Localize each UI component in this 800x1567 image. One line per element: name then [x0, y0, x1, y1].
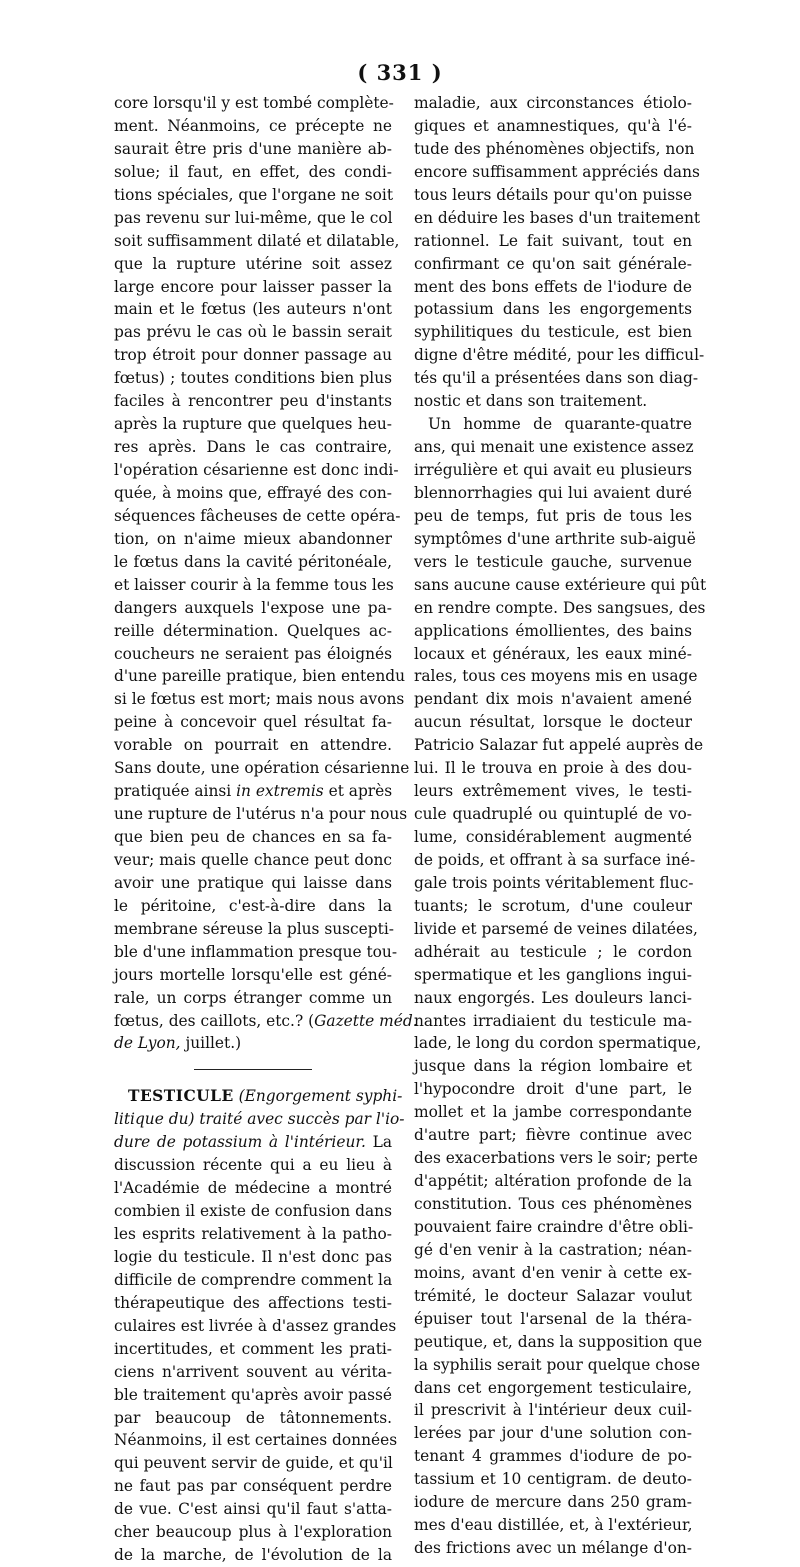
- text-line: reille détermination. Quelques ac-: [114, 621, 392, 640]
- citation-line: de Lyon, juillet.): [114, 1034, 242, 1053]
- text-line: dans cet engorgement testiculaire,: [414, 1378, 692, 1397]
- text-line: peine à concevoir quel résultat fa-: [114, 713, 392, 732]
- text-line: Sans doute, une opération césarienne: [114, 759, 410, 778]
- text-line: difficile de comprendre comment la: [114, 1270, 393, 1289]
- text-line: Un homme de quarante-quatre: [428, 415, 692, 434]
- text-line: il prescrivit à l'intérieur deux cuil-: [414, 1401, 692, 1420]
- text-line: adhérait au testicule ; le cordon: [414, 942, 692, 961]
- text-line: une rupture de l'utérus n'a pour nous: [114, 805, 408, 824]
- text-line: giques et anamnestiques, qu'à l'é-: [414, 116, 692, 135]
- text-line: incertitudes, et comment les prati-: [114, 1339, 392, 1358]
- text-line: combien il existe de confusion dans: [114, 1202, 392, 1221]
- text-line: les esprits relativement à la patho-: [114, 1225, 392, 1243]
- text-line: lume, considérablement augmenté: [414, 828, 692, 846]
- text-line: d'autre part; fièvre continue avec: [414, 1126, 692, 1145]
- text-line: dangers auxquels l'expose une pa-: [114, 598, 392, 617]
- text-line: locaux et généraux, les eaux miné-: [414, 644, 692, 663]
- text-line: des frictions avec un mélange d'on-: [414, 1539, 692, 1558]
- text-line: symptômes d'une arthrite sub-aiguë: [414, 529, 696, 548]
- text-line: fœtus, des caillots, etc.? (Gazette méd.: [114, 1011, 418, 1030]
- text-line: lade, le long du cordon spermatique,: [414, 1034, 702, 1053]
- text-line: séquences fâcheuses de cette opéra-: [114, 506, 401, 525]
- text-line: pas revenu sur lui-même, que le col: [114, 208, 393, 227]
- text-line: peu de temps, fut pris de tous les: [414, 506, 692, 525]
- text-line: core lorsqu'il y est tombé complète-: [114, 94, 394, 112]
- text-line: tuants; le scrotum, d'une couleur: [414, 896, 692, 915]
- text-line: avoir une pratique qui laisse dans: [114, 873, 392, 892]
- text-line: trémité, le docteur Salazar voulut: [414, 1286, 692, 1305]
- text-line: irrégulière et qui avait eu plusieurs: [414, 461, 692, 479]
- text-line: thérapeutique des affections testi-: [114, 1293, 392, 1312]
- text-line: le péritoine, c'est-à-dire dans la: [114, 896, 392, 915]
- text-line: tés qu'il a présentées dans son diag-: [414, 369, 699, 388]
- text-line: membrane séreuse la plus suscepti-: [114, 919, 394, 938]
- text-line: vers le testicule gauche, survenue: [414, 552, 692, 571]
- text-line: pouvaient faire craindre d'être obli-: [414, 1217, 694, 1236]
- text-line: de la marche, de l'évolution de la: [114, 1546, 392, 1565]
- text-line: rale, un corps étranger comme un: [114, 988, 392, 1007]
- text-line: pendant dix mois n'avaient amené: [414, 690, 692, 709]
- text-line: quée, à moins que, effrayé des con-: [114, 483, 392, 502]
- text-line: mes d'eau distillée, et, à l'extérieur,: [414, 1516, 693, 1535]
- text-line: tous leurs détails pour qu'on puisse: [414, 185, 693, 204]
- paragraph-case-report: [414, 413, 707, 1560]
- text-line: des exacerbations vers le soir; perte: [414, 1149, 698, 1168]
- text-line: nantes irradiaient du testicule ma-: [414, 1011, 692, 1030]
- text-line: tude des phénomènes objectifs, non: [414, 139, 695, 158]
- text-line: constitution. Tous ces phénomènes: [414, 1195, 692, 1213]
- text-line: iodure de mercure dans 250 gram-: [414, 1493, 692, 1512]
- text-line: sans aucune cause extérieure qui pût: [414, 575, 707, 594]
- text-line: large encore pour laisser passer la: [114, 277, 392, 296]
- left-column: [114, 92, 418, 1567]
- text-line: Patricio Salazar fut appelé auprès de: [414, 736, 704, 755]
- text-line: maladie, aux circonstances étiolo-: [414, 94, 692, 112]
- text-line: nostic et dans son traitement.: [414, 392, 648, 411]
- text-line: discussion récente qui a eu lieu à: [114, 1156, 392, 1175]
- text-line: rales, tous ces moyens mis en usage: [414, 667, 698, 686]
- text-line: pas prévu le cas où le bassin serait: [114, 323, 392, 342]
- text-line: après la rupture que quelques heu-: [114, 415, 392, 434]
- text-line: rationnel. Le fait suivant, tout en: [414, 231, 692, 250]
- text-line: ment des bons effets de l'iodure de: [414, 277, 692, 296]
- text-line: d'une pareille pratique, bien entendu: [114, 667, 405, 686]
- text-line: en déduire les bases d'un traitement: [414, 208, 701, 227]
- section-heading-line: dure de potassium à l'intérieur. La: [114, 1133, 392, 1152]
- text-line: res après. Dans le cas contraire,: [114, 438, 392, 457]
- text-line: ment. Néanmoins, ce précepte ne: [114, 116, 392, 135]
- text-line: naux engorgés. Les douleurs lanci-: [414, 988, 692, 1007]
- page-number: ( 331 ): [357, 60, 443, 85]
- text-line: de poids, et offrant à sa surface iné-: [414, 850, 696, 869]
- text-line: lui. Il le trouva en proie à des dou-: [414, 759, 692, 778]
- text-line: mollet et la jambe correspondante: [414, 1103, 692, 1122]
- paragraph-testicule-continued: [414, 92, 705, 413]
- text-line: confirmant ce qu'on sait générale-: [414, 254, 692, 273]
- text-line: faciles à rencontrer peu d'instants: [114, 392, 392, 411]
- text-line: applications émollientes, des bains: [414, 621, 692, 640]
- text-line: gale trois points véritablement fluc-: [414, 873, 694, 892]
- text-line: tassium et 10 centigram. de deuto-: [414, 1470, 692, 1489]
- text-line: ciens n'arrivent souvent au vérita-: [114, 1362, 392, 1381]
- text-line: spermatique et les ganglions ingui-: [414, 965, 692, 984]
- text-line: en rendre compte. Des sangsues, des: [414, 598, 706, 617]
- text-line: veur; mais quelle chance peut donc: [114, 850, 392, 869]
- text-line: la syphilis serait pour quelque chose: [414, 1355, 701, 1374]
- text-line: saurait être pris d'une manière ab-: [114, 139, 392, 158]
- text-line: soit suffisamment dilaté et dilatable,: [114, 231, 400, 250]
- text-line: tion, on n'aime mieux abandonner: [114, 529, 392, 548]
- text-line: coucheurs ne seraient pas éloignés: [114, 644, 392, 663]
- text-line: aucun résultat, lorsque le docteur: [414, 713, 692, 732]
- text-line: tions spéciales, que l'organe ne soit: [114, 185, 394, 204]
- text-line: par beaucoup de tâtonnements.: [114, 1408, 392, 1427]
- text-line: le fœtus dans la cavité péritonéale,: [114, 552, 392, 571]
- text-line: Néanmoins, il est certaines données: [114, 1431, 398, 1450]
- text-line: de vue. C'est ainsi qu'il faut s'atta-: [114, 1500, 392, 1519]
- text-line: jusque dans la région lombaire et: [414, 1057, 692, 1076]
- text-line: pratiquée ainsi in extremis et après: [114, 782, 393, 801]
- text-line: lerées par jour d'une solution con-: [414, 1424, 692, 1443]
- text-line: tenant 4 grammes d'iodure de po-: [414, 1447, 692, 1466]
- text-line: si le fœtus est mort; mais nous avons: [114, 690, 405, 709]
- text-line: livide et parsemé de veines dilatées,: [414, 919, 698, 938]
- text-line: main et le fœtus (les auteurs n'ont: [114, 300, 392, 319]
- text-line: ble d'une inflammation presque tou-: [114, 942, 398, 961]
- paragraph-uterine-rupture-continued: [114, 803, 408, 1009]
- text-line: syphilitiques du testicule, est bien: [414, 323, 692, 342]
- section-divider: [194, 1069, 312, 1070]
- text-line: culaires est livrée à d'assez grandes: [114, 1316, 397, 1335]
- text-line: ble traitement qu'après avoir passé: [114, 1385, 392, 1404]
- paragraph-uterine-rupture: [114, 92, 410, 780]
- text-line: logie du testicule. Il n'est donc pas: [114, 1247, 392, 1266]
- text-line: potassium dans les engorgements: [414, 300, 692, 319]
- text-line: ne faut pas par conséquent perdre: [114, 1477, 392, 1496]
- text-line: digne d'être médité, pour les difficul-: [414, 346, 705, 365]
- text-line: et laisser courir à la femme tous les: [114, 575, 394, 594]
- section-heading-testicule: TESTICULE (Engorgement syphi-: [128, 1087, 403, 1106]
- text-line: blennorrhagies qui lui avaient duré: [414, 483, 692, 502]
- text-line: jours mortelle lorsqu'elle est géné-: [114, 965, 392, 984]
- text-line: l'Académie de médecine a montré: [114, 1179, 392, 1198]
- text-line: d'appétit; altération profonde de la: [414, 1172, 692, 1191]
- right-column: [414, 92, 707, 1560]
- text-line: fœtus) ; toutes conditions bien plus: [114, 369, 392, 388]
- text-line: gé d'en venir à la castration; néan-: [414, 1240, 692, 1259]
- section-heading-line: litique du) traité avec succès par l'io-: [114, 1110, 405, 1129]
- text-line: que bien peu de chances en sa fa-: [114, 828, 392, 846]
- text-line: que la rupture utérine soit assez: [114, 254, 392, 273]
- paragraph-testicule-intro: [114, 1154, 398, 1567]
- text-line: qui peuvent servir de guide, et qu'il: [114, 1454, 393, 1473]
- text-line: peutique, et, dans la supposition que: [414, 1332, 703, 1351]
- text-line: moins, avant d'en venir à cette ex-: [414, 1263, 692, 1282]
- text-line: l'hypocondre droit d'une part, le: [414, 1080, 692, 1099]
- text-line: l'opération césarienne est donc indi-: [114, 461, 399, 479]
- text-line: cule quadruplé ou quintuplé de vo-: [414, 805, 692, 824]
- text-line: cher beaucoup plus à l'exploration: [114, 1523, 392, 1542]
- text-line: épuiser tout l'arsenal de la théra-: [414, 1309, 692, 1328]
- text-line: ans, qui menait une existence assez: [414, 438, 694, 457]
- text-line: vorable on pourrait en attendre.: [114, 736, 392, 755]
- text-line: leurs extrêmement vives, le testi-: [414, 782, 692, 801]
- text-line: trop étroit pour donner passage au: [114, 346, 392, 365]
- text-line: solue; il faut, en effet, des condi-: [114, 162, 392, 181]
- text-line: encore suffisamment appréciés dans: [414, 162, 700, 181]
